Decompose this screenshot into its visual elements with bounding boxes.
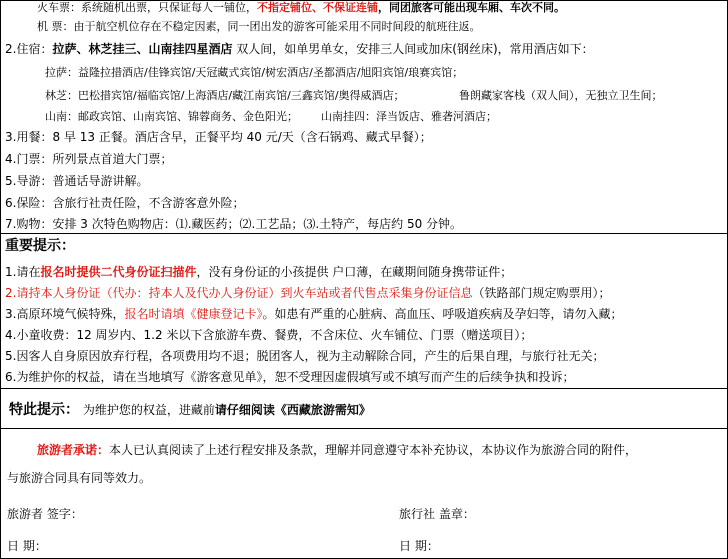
- tourist-promise: [1, 430, 727, 558]
- tourist-signature-label: 旅游者 签字：: [7, 507, 83, 521]
- notice-item-5: 5.因客人自身原因放弃行程，各项费用均不退；脱团客人，视为主动解除合同，产生的后果自理，与旅行社无关；: [5, 349, 605, 363]
- notice-item-3: 3.高原环境气候特殊，报名时请填《健康登记卡》。如患有严重的心脏病、高血压、呼吸道疾病及孕妇等，请勿入藏；: [5, 307, 623, 321]
- tickets-line: 4.门票：所列景点首道大门票；: [5, 152, 173, 166]
- air-ticket-line: 机 票：由于航空机位存在不稳定因素，同一团出发的游客可能采用不同时间段的航班往返。: [37, 20, 481, 33]
- itinerary-terms: [1, 1, 727, 234]
- guide-line: 5.导游：普通话导游讲解。: [5, 174, 149, 188]
- hotel-nyingchi: 林芝：巴松措宾馆/福临宾馆/上海酒店/藏江南宾馆/三鑫宾馆/奥得威酒店；: [45, 89, 405, 102]
- notice-item-4: 4.小童收费：12 周岁内、1.2 米以下含旅游车费、餐费，不含床位、火车铺位、门票（赠送项目）；: [5, 328, 533, 342]
- special-reminder-line: 特此提示： 为维护您的权益，进藏前请仔细阅读《西藏旅游需知》: [9, 402, 371, 418]
- promise-line-1: 旅游者承诺：本人已认真阅读了上述行程安排及条款，理解并同意遵守本补充协议，本协议作为旅游合同的附件，: [37, 443, 638, 457]
- agency-seal-label: 旅行社 盖章：: [399, 507, 475, 521]
- notice-item-6: 6.为维护你的权益，请在当地填写《游客意见单》，恕不受理因虚假填写或不填写而产生的后续争执和投诉；: [5, 370, 575, 384]
- tourist-date-label: 日 期：: [7, 539, 47, 553]
- notice-item-2: 2.请持本人身份证（代办：持本人及代办人身份证）到火车站或者代售点采集身份证信息（铁路部门规定购票用）；: [5, 286, 611, 300]
- hotel-lhasa: 拉萨：益隆拉措酒店/佳锋宾馆/天冠藏式宾馆/树宏酒店/圣都酒店/旭阳宾馆/琅赛宾馆；: [45, 66, 464, 79]
- train-ticket-line: 火车票：系统随机出票，只保证每人一铺位，不指定铺位、不保证连铺，同团旅客可能出现车厢、车次不同。: [37, 1, 565, 14]
- notice-title: 重要提示：: [5, 238, 75, 254]
- hotel-shannan: 山南：邮政宾馆、山南宾馆、锦蓉商务、金色阳光；: [45, 110, 298, 123]
- promise-line-2: 与旅游合同具有同等效力。: [7, 471, 152, 485]
- hotel-shannan4: 山南挂四：泽当饭店、雅砻河酒店；: [321, 110, 497, 123]
- meal-line: 3.用餐：8 早 13 正餐。酒店含早，正餐平均 40 元/天（含石锅鸡、藏式早餐）；: [5, 130, 432, 144]
- notice-item-1: 1.请在报名时提供二代身份证扫描件，没有身份证的小孩提供 户口薄，在藏期间随身携带证件；: [5, 265, 513, 279]
- insurance-line: 6.保险：含旅行社责任险，不含游客意外险；: [5, 196, 245, 210]
- special-reminder: [1, 390, 727, 429]
- hotel-line: 2.住宿：拉萨、林芝挂三、山南挂四星酒店 双人间，如单男单女，安排三人间或加床(钢丝床)，常用酒店如下：: [5, 42, 594, 56]
- hotel-lulang: 鲁朗藏家客栈（双人间），无独立卫生间；: [459, 89, 663, 102]
- shopping-line: 7.购物：安排 3 次特色购物店：⑴.藏医药；⑵.工艺品；⑶.土特产，每店约 50 分钟。: [5, 217, 463, 231]
- agency-date-label: 日 期：: [399, 539, 439, 553]
- important-notice: [1, 234, 727, 389]
